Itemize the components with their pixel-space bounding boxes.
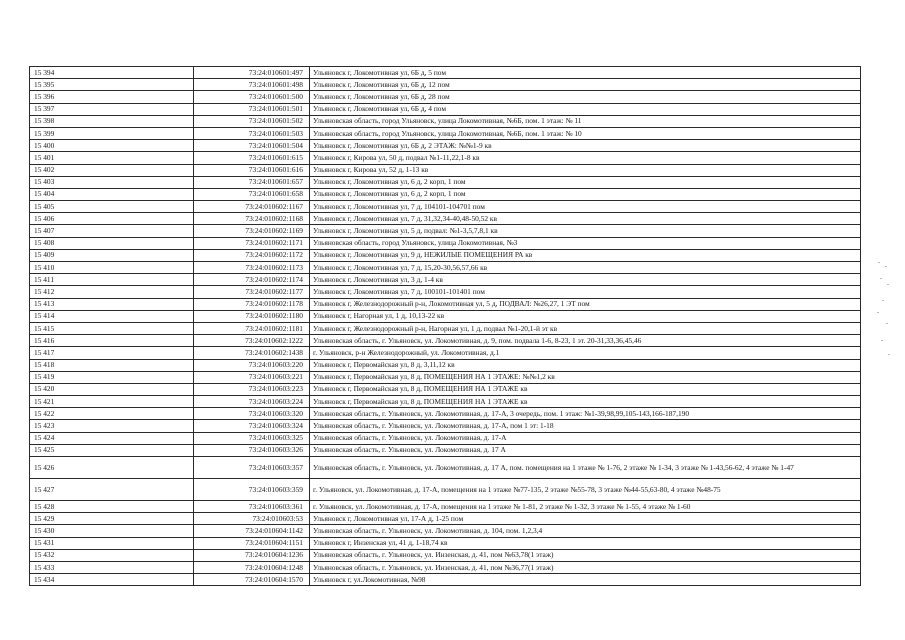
cadastral-number: 73:24:010602:1177 — [194, 286, 310, 298]
table-row — [30, 371, 861, 383]
table-row — [30, 79, 861, 91]
cadastral-number: 73:24:010602:1171 — [194, 237, 310, 249]
address: Ульяновская область, г. Ульяновск, ул. Локомотивная, д. 17-А, 3 очередь, пом. 1 этаж: №1-39,98,99,105-143,166-187,190 — [310, 408, 861, 420]
cadastral-number: 73:24:010603:324 — [194, 420, 310, 432]
row-number: 15 432 — [30, 549, 194, 561]
cadastral-number: 73:24:010601:503 — [194, 127, 310, 139]
table-row — [30, 237, 861, 249]
cadastral-number: 73:24:010602:1174 — [194, 274, 310, 286]
address: Ульяновск г, Локомотивная ул, 6Б д, 5 пом — [310, 67, 861, 79]
address: Ульяновск г, Локомотивная ул, 7 д, 100101-101401 пом — [310, 286, 861, 298]
table-row — [30, 274, 861, 286]
address: Ульяновск г, Нагорная ул, 1 д, 10,13-22 кв — [310, 310, 861, 322]
row-number: 15 420 — [30, 383, 194, 395]
address: Ульяновск г, Локомотивная ул, 9 д, НЕЖИЛЫЕ ПОМЕЩЕНИЯ РА кв — [310, 249, 861, 261]
row-number: 15 395 — [30, 79, 194, 91]
cadastral-number: 73:24:010604:1151 — [194, 537, 310, 549]
row-number: 15 394 — [30, 67, 194, 79]
row-number: 15 402 — [30, 164, 194, 176]
address: Ульяновск г, Локомотивная ул, 6 д, 2 корп, 1 пом — [310, 188, 861, 200]
address: Ульяновск г, Железнодорожный р-н, Локомотивная ул, 5 д, ПОДВАЛ: №26,27, 1 ЭТ пом — [310, 298, 861, 310]
registry-table — [29, 66, 861, 586]
address: Ульяновск г, Локомотивная ул, 5 д, подвал: №1-3,5,7,8,1 кв — [310, 225, 861, 237]
cadastral-number: 73:24:010602:1178 — [194, 298, 310, 310]
row-number: 15 434 — [30, 574, 194, 586]
address: Ульяновская область, г. Ульяновск, ул. Локомотивная, д. 17 А — [310, 444, 861, 456]
row-number: 15 400 — [30, 140, 194, 152]
row-number: 15 431 — [30, 537, 194, 549]
row-number: 15 424 — [30, 432, 194, 444]
address: Ульяновск г, Кирова ул, 52 д, 1-13 кв — [310, 164, 861, 176]
row-number: 15 426 — [30, 457, 194, 479]
cadastral-number: 73:24:010603:361 — [194, 501, 310, 513]
table-row — [30, 188, 861, 200]
table-row — [30, 501, 861, 513]
address: г. Ульяновск, р-н Железнодорожный, ул. Локомотивная, д.1 — [310, 347, 861, 359]
address: г. Ульяновск, ул. Локомотивная, д. 17-А, помещения на 1 этаже №77-135, 2 этаже №55-78, 3 этаже №44-55,63-80, 4 этаже №48-75 — [310, 479, 861, 501]
row-number: 15 416 — [30, 335, 194, 347]
table-row — [30, 115, 861, 127]
address: Ульяновская область, г. Ульяновск, ул. Локомотивная, д. 17 А, пом. помещения на 1 этаже № 1-76, 2 этаже № 1-34, 3 этаже № 1-43,56-62, 4 этаже № 1-47 — [310, 457, 861, 479]
table-row — [30, 140, 861, 152]
scan-margin-marks — [876, 260, 892, 370]
table-row — [30, 249, 861, 261]
table-row — [30, 201, 861, 213]
registry-table-body — [30, 67, 861, 586]
cadastral-number: 73:24:010602:1169 — [194, 225, 310, 237]
row-number: 15 428 — [30, 501, 194, 513]
address: Ульяновск г, Локомотивная ул, 6Б д, 12 пом — [310, 79, 861, 91]
cadastral-number: 73:24:010603:357 — [194, 457, 310, 479]
table-row — [30, 396, 861, 408]
row-number: 15 433 — [30, 561, 194, 573]
table-row — [30, 298, 861, 310]
table-row — [30, 225, 861, 237]
table-row — [30, 213, 861, 225]
table-row — [30, 310, 861, 322]
table-row — [30, 359, 861, 371]
address: Ульяновск г, Локомотивная ул, 6 д, 2 корп, 1 пом — [310, 176, 861, 188]
row-number: 15 422 — [30, 408, 194, 420]
cadastral-number: 73:24:010601:615 — [194, 152, 310, 164]
address: Ульяновск г, Локомотивная ул, 17-А д, 1-25 пом — [310, 513, 861, 525]
table-row — [30, 176, 861, 188]
address: Ульяновская область, город Ульяновск, улица Локомотивная, №6Б, пом. 1 этаж: № 10 — [310, 127, 861, 139]
row-number: 15 411 — [30, 274, 194, 286]
cadastral-number: 73:24:010602:1167 — [194, 201, 310, 213]
row-number: 15 408 — [30, 237, 194, 249]
row-number: 15 425 — [30, 444, 194, 456]
table-row — [30, 127, 861, 139]
address: Ульяновская область, г. Ульяновск, ул. Локомотивная, д. 9, пом. подвала 1-6, 8-23, 1 эт. 20-31,33,36,45,46 — [310, 335, 861, 347]
table-row — [30, 408, 861, 420]
cadastral-number: 73:24:010601:658 — [194, 188, 310, 200]
row-number: 15 410 — [30, 262, 194, 274]
cadastral-number: 73:24:010602:1181 — [194, 322, 310, 334]
row-number: 15 421 — [30, 396, 194, 408]
address: г. Ульяновск, ул. Локомотивная, д. 17-А, помещения на 1 этаже № 1-81, 2 этаже № 1-32, 3 этаже № 1-55, 4 этаже № 1-60 — [310, 501, 861, 513]
table-row — [30, 420, 861, 432]
cadastral-number: 73:24:010602:1168 — [194, 213, 310, 225]
table-row — [30, 103, 861, 115]
row-number: 15 418 — [30, 359, 194, 371]
row-number: 15 423 — [30, 420, 194, 432]
row-number: 15 406 — [30, 213, 194, 225]
cadastral-number: 73:24:010603:320 — [194, 408, 310, 420]
table-row — [30, 322, 861, 334]
cadastral-number: 73:24:010604:1236 — [194, 549, 310, 561]
address: Ульяновск г, Первомайская ул, 8 д, ПОМЕЩЕНИЯ НА 1 ЭТАЖЕ: №№1,2 кв — [310, 371, 861, 383]
address: Ульяновск г, Железнодорожный р-н, Нагорная ул, 1 д, подвал №1-20,1-й эт кв — [310, 322, 861, 334]
cadastral-number: 73:24:010603:224 — [194, 396, 310, 408]
table-row — [30, 152, 861, 164]
address: Ульяновск г, ул.Локомотивная, №98 — [310, 574, 861, 586]
address: Ульяновск г, Локомотивная ул, 7 д, 31,32,34-40,48-50,52 кв — [310, 213, 861, 225]
row-number: 15 427 — [30, 479, 194, 501]
row-number: 15 407 — [30, 225, 194, 237]
cadastral-number: 73:24:010603:53 — [194, 513, 310, 525]
address: Ульяновск г, Кирова ул, 50 д, подвал №1-11,22,1-8 кв — [310, 152, 861, 164]
table-row — [30, 286, 861, 298]
cadastral-number: 73:24:010601:657 — [194, 176, 310, 188]
row-number: 15 396 — [30, 91, 194, 103]
address: Ульяновск г, Локомотивная ул, 6Б д, 4 пом — [310, 103, 861, 115]
address: Ульяновская область, г. Ульяновск, ул. Локомотивная, д. 104, пом. 1,2,3,4 — [310, 525, 861, 537]
row-number: 15 419 — [30, 371, 194, 383]
row-number: 15 430 — [30, 525, 194, 537]
table-row — [30, 457, 861, 479]
address: Ульяновская область, город Ульяновск, улица Локомотивная, №3 — [310, 237, 861, 249]
row-number: 15 414 — [30, 310, 194, 322]
row-number: 15 409 — [30, 249, 194, 261]
cadastral-number: 73:24:010601:616 — [194, 164, 310, 176]
table-row — [30, 574, 861, 586]
cadastral-number: 73:24:010602:1173 — [194, 262, 310, 274]
table-row — [30, 549, 861, 561]
cadastral-number: 73:24:010603:359 — [194, 479, 310, 501]
table-row — [30, 67, 861, 79]
cadastral-number: 73:24:010602:1180 — [194, 310, 310, 322]
table-row — [30, 513, 861, 525]
address: Ульяновск г, Локомотивная ул, 6Б д, 2 ЭТАЖ: №№1-9 кв — [310, 140, 861, 152]
row-number: 15 405 — [30, 201, 194, 213]
address: Ульяновская область, г. Ульяновск, ул. Инзенская, д. 41, пом №63,78(1 этаж) — [310, 549, 861, 561]
row-number: 15 399 — [30, 127, 194, 139]
table-row — [30, 347, 861, 359]
table-row — [30, 525, 861, 537]
table-row — [30, 164, 861, 176]
table-row — [30, 262, 861, 274]
address: Ульяновская область, г. Ульяновск, ул. Инзенская, д. 41, пом №36,77(1 этаж) — [310, 561, 861, 573]
address: Ульяновск г, Локомотивная ул, 7 д, 15,20-30,56,57,66 кв — [310, 262, 861, 274]
cadastral-number: 73:24:010604:1142 — [194, 525, 310, 537]
cadastral-number: 73:24:010604:1570 — [194, 574, 310, 586]
row-number: 15 415 — [30, 322, 194, 334]
cadastral-number: 73:24:010603:223 — [194, 383, 310, 395]
table-row — [30, 383, 861, 395]
cadastral-number: 73:24:010602:1222 — [194, 335, 310, 347]
table-row — [30, 432, 861, 444]
cadastral-number: 73:24:010602:1172 — [194, 249, 310, 261]
address: Ульяновская область, город Ульяновск, улица Локомотивная, №6Б, пом. 1 этаж: № 11 — [310, 115, 861, 127]
address: Ульяновск г, Локомотивная ул, 6Б д, 28 пом — [310, 91, 861, 103]
row-number: 15 412 — [30, 286, 194, 298]
cadastral-number: 73:24:010604:1248 — [194, 561, 310, 573]
cadastral-number: 73:24:010603:221 — [194, 371, 310, 383]
address: Ульяновск г, Первомайская ул, 8 д, ПОМЕЩЕНИЯ НА 1 ЭТАЖЕ кв — [310, 383, 861, 395]
row-number: 15 404 — [30, 188, 194, 200]
cadastral-number: 73:24:010601:500 — [194, 91, 310, 103]
table-row — [30, 537, 861, 549]
address: Ульяновская область, г. Ульяновск, ул. Локомотивная, д. 17-А, пом 1 эт: 1-18 — [310, 420, 861, 432]
table-row — [30, 91, 861, 103]
cadastral-number: 73:24:010601:501 — [194, 103, 310, 115]
table-row — [30, 444, 861, 456]
cadastral-number: 73:24:010603:220 — [194, 359, 310, 371]
row-number: 15 401 — [30, 152, 194, 164]
row-number: 15 417 — [30, 347, 194, 359]
row-number: 15 397 — [30, 103, 194, 115]
address: Ульяновск г, Первомайская ул, 8 д, 3,11,12 кв — [310, 359, 861, 371]
cadastral-number: 73:24:010603:326 — [194, 444, 310, 456]
row-number: 15 429 — [30, 513, 194, 525]
address: Ульяновск г, Локомотивная ул, 3 д, 1-4 кв — [310, 274, 861, 286]
address: Ульяновск г, Первомайская ул, 8 д, ПОМЕЩЕНИЯ НА 1 ЭТАЖЕ кв — [310, 396, 861, 408]
cadastral-number: 73:24:010601:502 — [194, 115, 310, 127]
table-row — [30, 561, 861, 573]
address: Ульяновск г, Инзенская ул, 41 д, 1-18,74 кв — [310, 537, 861, 549]
cadastral-number: 73:24:010601:504 — [194, 140, 310, 152]
address: Ульяновская область, г. Ульяновск, ул. Локомотивная, д. 17-А — [310, 432, 861, 444]
cadastral-number: 73:24:010601:497 — [194, 67, 310, 79]
cadastral-number: 73:24:010601:498 — [194, 79, 310, 91]
row-number: 15 403 — [30, 176, 194, 188]
row-number: 15 413 — [30, 298, 194, 310]
cadastral-number: 73:24:010602:1438 — [194, 347, 310, 359]
cadastral-number: 73:24:010603:325 — [194, 432, 310, 444]
row-number: 15 398 — [30, 115, 194, 127]
table-row — [30, 335, 861, 347]
table-row — [30, 479, 861, 501]
address: Ульяновск г, Локомотивная ул, 7 д, 104101-104701 пом — [310, 201, 861, 213]
